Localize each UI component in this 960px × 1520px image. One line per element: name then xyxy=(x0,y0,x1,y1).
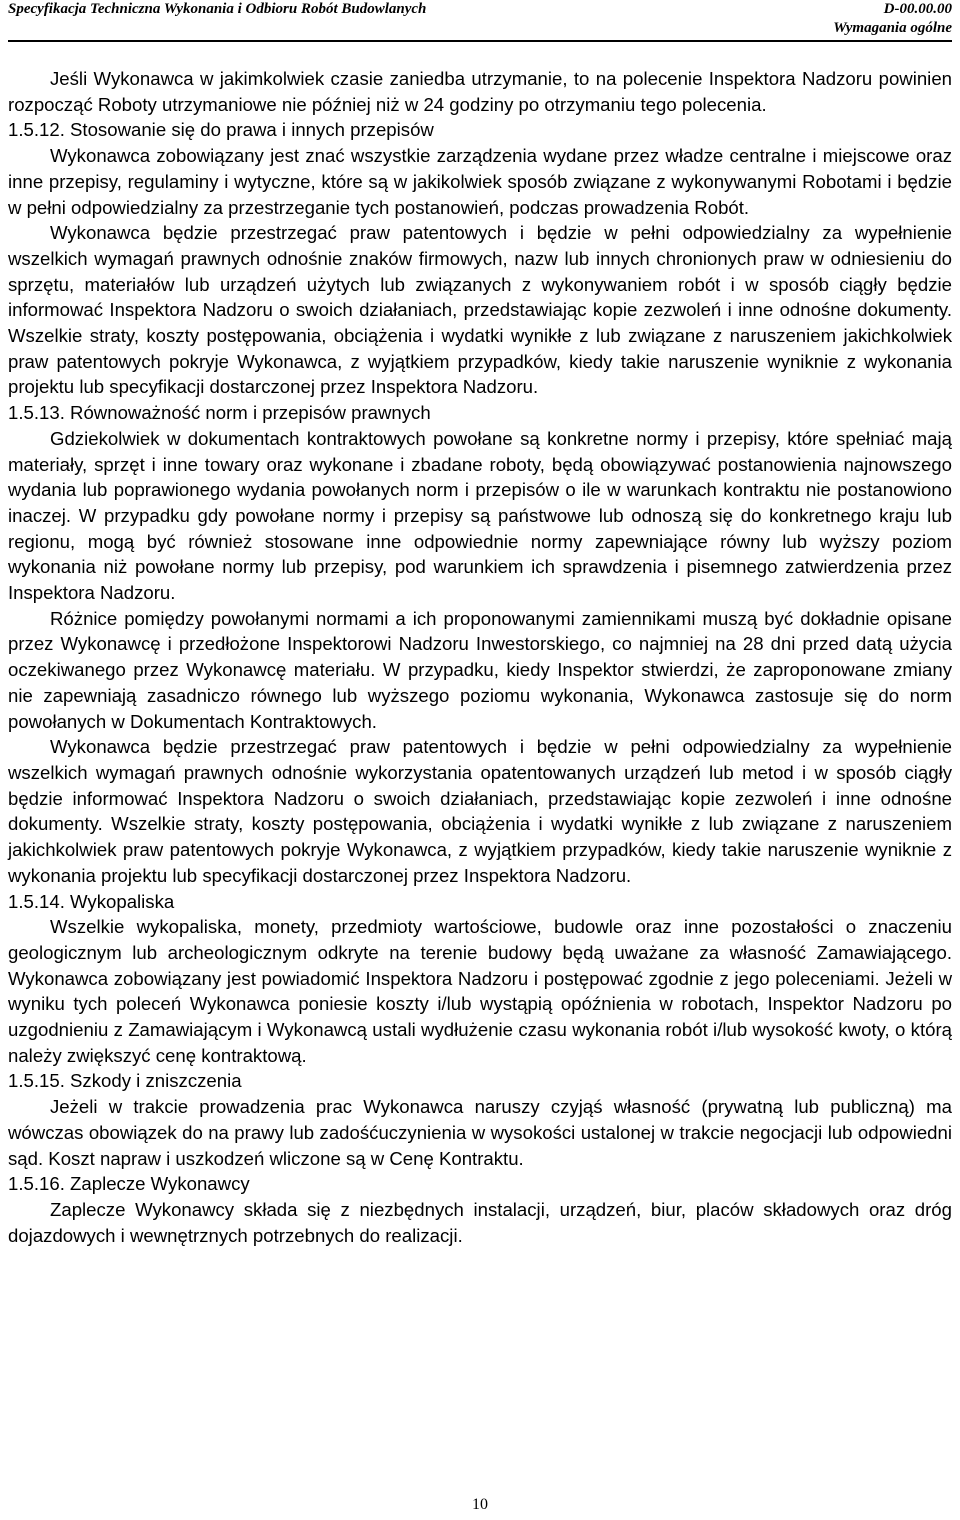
paragraph-patents-devices: Wykonawca będzie przestrzegać praw patentowych i będzie w pełni odpowiedzialny za wypełnienie wszelkich wymagań prawnych odnośnie wykorzystania opatentowanych urządzeń lub metod i w sposób ciągły będzie informować Inspektora Nadzoru o swoich działaniach, przedstawiając kopie zezwoleń i inne odnośne dokumenty. Wszelkie straty, koszty postępowania, obciążenia i wydatki wynikłe z lub związane z naruszeniem jakichkolwiek praw patentowych pokryje Wykonawca, z wyjątkiem przypadków, kiedy takie naruszenie wyniknie z wykonania projektu lub specyfikacji dostarczonej przez Inspektora Nadzoru. xyxy=(8,736,952,886)
page-header xyxy=(8,0,952,40)
section-heading-1-5-13: 1.5.13. Równoważność norm i przepisów prawnych xyxy=(8,402,431,424)
paragraph-norms-differences: Różnice pomiędzy powołanymi normami a ich proponowanymi zamiennikami muszą być dokładnie opisane przez Wykonawcę i przedłożone Inspektorowi Nadzoru Inwestorskiego, co najmniej na 28 dni przed datą użycia oczekiwanego przez Wykonawcę materiału. W przypadku, kiedy Inspektor stwierdzi, że zaproponowane zmiany nie zapewniają zasadniczo równego lub wyższego poziomu wykonania, Wykonawca zastosuje się do norm powołanych w Dokumentach Kontraktowych. xyxy=(8,607,952,732)
section-heading-1-5-16: 1.5.16. Zaplecze Wykonawcy xyxy=(8,1173,250,1195)
header-divider xyxy=(8,40,952,42)
paragraph-maintenance: Jeśli Wykonawca w jakimkolwiek czasie zaniedba utrzymanie, to na polecenie Inspektora Nadzoru powinien rozpocząć Roboty utrzymaniowe nie później niż w 24 godziny po otrzymaniu tego polecenia. xyxy=(8,68,952,115)
section-title: Wymagania ogólne xyxy=(833,20,952,36)
document-body xyxy=(8,66,952,1248)
paragraph-contractor-facilities: Zaplecze Wykonawcy składa się z niezbędnych instalacji, urządzeń, biur, placów składowych oraz dróg dojazdowych i wewnętrznych potrzebnych do realizacji. xyxy=(8,1198,952,1246)
section-heading-1-5-12: 1.5.12. Stosowanie się do prawa i innych przepisów xyxy=(8,119,434,141)
document-code: D-00.00.00 xyxy=(883,1,952,17)
paragraph-patent-rights: Wykonawca będzie przestrzegać praw patentowych i będzie w pełni odpowiedzialny za wypełnienie wszelkich wymagań prawnych odnośnie znaków firmowych, nazw lub innych chronionych praw w odniesieniu do sprzętu, materiałów lub urządzeń użytych lub związanych z wykonywaniem robót i w sposób ciągły będzie informować Inspektora Nadzoru o swoich działaniach, przedstawiając kopie zezwoleń i inne odnośne dokumenty. Wszelkie straty, koszty postępowania, obciążenia i wydatki wynikłe z lub związane z naruszeniem jakichkolwiek praw patentowych pokryje Wykonawca, z wyjątkiem przypadków, kiedy takie naruszenie wyniknie z wykonania projektu lub specyfikacji dostarczonej przez Inspektora Nadzoru. xyxy=(8,222,952,398)
document-title: Specyfikacja Techniczna Wykonania i Odbioru Robót Budowlanych xyxy=(8,1,427,17)
paragraph-law-compliance: Wykonawca zobowiązany jest znać wszystkie zarządzenia wydane przez władze centralne i miejscowe oraz inne przepisy, regulaminy i wytyczne, które są w jakikolwiek sposób związane z wykonywanymi Robotami i będzie w pełni odpowiedzialny za przestrzeganie tych postanowień, podczas prowadzenia Robót. xyxy=(8,145,952,218)
page-number: 10 xyxy=(472,1496,488,1513)
section-heading-1-5-15: 1.5.15. Szkody i zniszczenia xyxy=(8,1070,242,1092)
paragraph-norms-equivalence: Gdziekolwiek w dokumentach kontraktowych powołane są konkretne normy i przepisy, które spełniać mają materiały, sprzęt i inne towary oraz wykonane i zbadane roboty, będą obowiązywać postanowienia najnowszego wydania lub poprawionego wydania powołanych norm i przepisów o ile w warunkach kontraktu nie postanowiono inaczej. W przypadku gdy powołane normy i przepisy są państwowe lub odnoszą się do konkretnego kraju lub regionu, mogą być również stosowane inne odpowiednie normy zapewniające równy lub wyższy poziom wykonania niż powołane normy lub przepisy, pod warunkiem ich sprawdzenia i pisemnego zatwierdzenia przez Inspektora Nadzoru. xyxy=(8,427,952,604)
section-heading-1-5-14: 1.5.14. Wykopaliska xyxy=(8,890,175,912)
paragraph-damages: Jeżeli w trakcie prowadzenia prac Wykonawca naruszy czyjąś własność (prywatną lub publiczną) ma wówczas obowiązek do na prawy lub zadośćuczynienia w wysokości ustalonej w trakcie negocjacji lub odpowiedni sąd. Koszt napraw i uszkodzeń wliczone są w Cenę Kontraktu. xyxy=(8,1096,952,1169)
paragraph-excavations: Wszelkie wykopaliska, monety, przedmioty wartościowe, budowle oraz inne pozostałości o znaczeniu geologicznym lub archeologicznym odkryte na terenie budowy będą uważane za własność Zamawiającego. Wykonawca zobowiązany jest powiadomić Inspektora Nadzoru i postępować zgodnie z jego poleceniami. Jeżeli w wyniku tych poleceń Wykonawca poniesie koszty i/lub wystąpią opóźnienia w robotach, Inspektor Nadzoru po uzgodnieniu z Zamawiającym i Wykonawcą ustali wydłużenie czasu wykonania robót i/lub wysokość kwoty, o którą należy zwiększyć cenę kontraktową. xyxy=(8,916,952,1066)
